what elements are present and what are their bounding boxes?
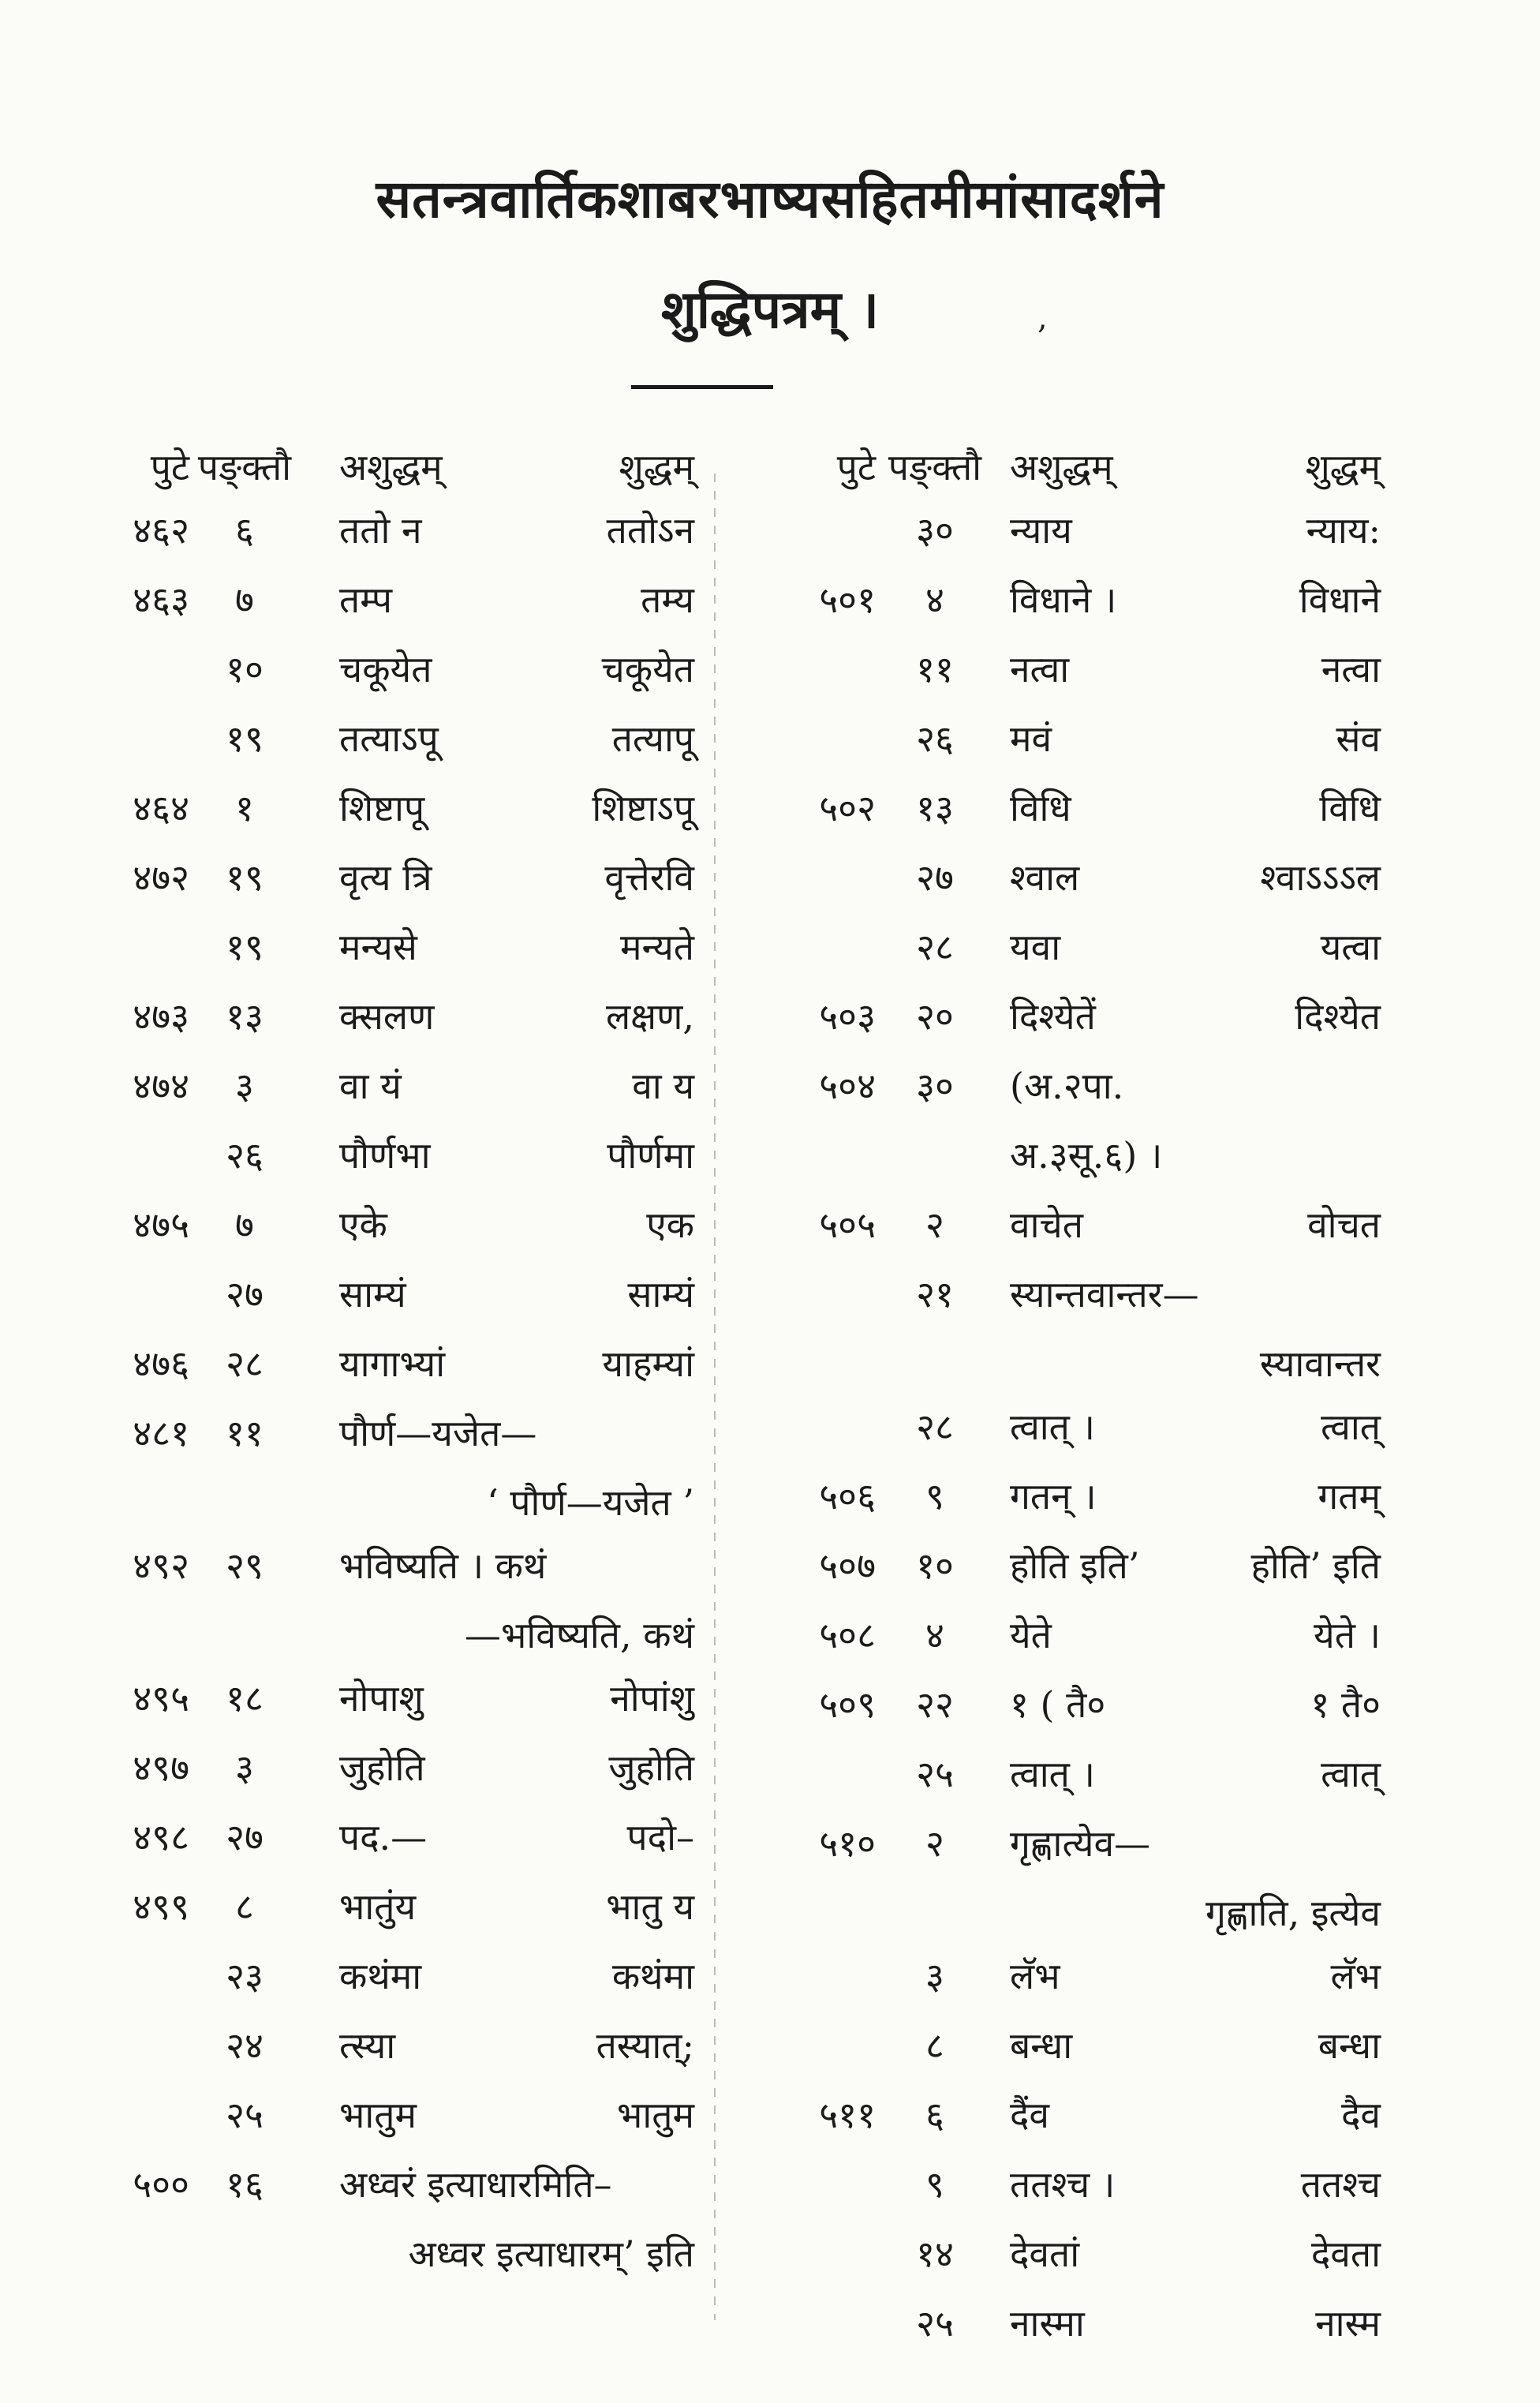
right-rows bbox=[742, 505, 1381, 2367]
wrong-cell: तम्प bbox=[339, 578, 393, 621]
table-row bbox=[742, 1749, 1381, 1818]
table-row bbox=[79, 1200, 694, 1269]
table-header bbox=[742, 442, 1381, 505]
table-row bbox=[79, 1742, 694, 1812]
right-cell: त्वात् bbox=[1321, 1753, 1381, 1795]
line-cell: ३ bbox=[235, 1065, 254, 1107]
header-page: पुटे bbox=[150, 446, 189, 488]
table-row bbox=[742, 1888, 1381, 1951]
line-cell: २ bbox=[925, 1203, 944, 1246]
table-row bbox=[742, 1951, 1381, 2020]
right-cell: नास्म bbox=[1315, 2302, 1381, 2345]
page-cell: ५०६ bbox=[819, 1475, 876, 1518]
table-row bbox=[79, 1130, 694, 1200]
page-cell: ४७५ bbox=[133, 1203, 189, 1246]
table-row bbox=[742, 852, 1381, 922]
table-row bbox=[79, 575, 694, 644]
right-cell: गृह्णाति, इत्येव bbox=[1205, 1892, 1381, 1934]
table-row bbox=[742, 1269, 1381, 1338]
table-row bbox=[79, 644, 694, 713]
table-row bbox=[79, 922, 694, 991]
wrong-cell: भातुंय bbox=[339, 1885, 417, 1928]
right-cell: श्वाऽऽऽल bbox=[1260, 856, 1381, 899]
table-row bbox=[742, 505, 1381, 575]
errata-table-left bbox=[79, 442, 694, 2292]
line-cell: ३ bbox=[235, 1746, 254, 1789]
right-cell: ततोऽन bbox=[606, 509, 694, 552]
line-cell: २० bbox=[916, 995, 954, 1038]
line-cell: ६ bbox=[235, 509, 254, 552]
line-cell: २९ bbox=[226, 1544, 264, 1587]
line-cell: २६ bbox=[916, 717, 954, 760]
line-cell: २७ bbox=[226, 1273, 264, 1316]
table-row bbox=[742, 2298, 1381, 2367]
table-row bbox=[79, 1812, 694, 1881]
right-cell: नत्वा bbox=[1321, 648, 1381, 691]
table-row bbox=[79, 1269, 694, 1338]
line-cell: ७ bbox=[235, 578, 254, 621]
table-row bbox=[79, 991, 694, 1061]
page-cell: ५०४ bbox=[819, 1065, 876, 1107]
page-cell: ४९९ bbox=[133, 1885, 189, 1928]
right-cell: तस्यात्; bbox=[596, 2024, 694, 2067]
right-cell: वा य bbox=[632, 1065, 694, 1107]
right-cell: नोपांशु bbox=[610, 1677, 694, 1720]
right-cell: शिष्टाऽपू bbox=[592, 787, 694, 829]
header-line: पङ्क्तौ bbox=[888, 446, 982, 488]
wrong-cell: पौर्णभा bbox=[339, 1134, 431, 1177]
right-cell: बन्धा bbox=[1318, 2024, 1381, 2067]
line-cell: ६ bbox=[925, 2094, 944, 2136]
right-cell: ‘ पौर्ण—यजेत ’ bbox=[487, 1481, 694, 1524]
table-row bbox=[742, 1818, 1381, 1888]
wrong-cell: ततश्च । bbox=[1010, 2163, 1116, 2206]
wrong-cell: नोपाशु bbox=[339, 1677, 424, 1720]
line-cell: २७ bbox=[226, 1816, 264, 1858]
table-row bbox=[79, 1540, 694, 1610]
page-cell: ४८१ bbox=[133, 1412, 189, 1454]
line-cell: २८ bbox=[916, 1405, 954, 1448]
page-cell: ४९५ bbox=[133, 1677, 189, 1720]
table-row bbox=[742, 1471, 1381, 1540]
table-row bbox=[742, 2090, 1381, 2159]
right-cell: कथंमा bbox=[611, 1955, 694, 1997]
wrong-cell: शिष्टापू bbox=[339, 787, 425, 829]
wrong-cell: पद.— bbox=[339, 1816, 428, 1858]
right-cell: येते । bbox=[1314, 1614, 1381, 1656]
wrong-cell: दैंव bbox=[1010, 2094, 1050, 2136]
wrong-cell: वृत्य त्रि bbox=[339, 856, 432, 899]
line-cell: ३० bbox=[916, 509, 954, 552]
wrong-cell: अ.३सू.६) । bbox=[1010, 1134, 1163, 1177]
page-cell: ५०९ bbox=[819, 1683, 876, 1726]
left-rows bbox=[79, 505, 694, 2292]
wrong-cell: यागाभ्यां bbox=[339, 1342, 446, 1385]
table-row bbox=[79, 713, 694, 783]
table-row bbox=[742, 1200, 1381, 1269]
table-row bbox=[742, 2229, 1381, 2298]
right-cell: —भविष्यति, कथं bbox=[465, 1614, 694, 1656]
wrong-cell: येते bbox=[1010, 1614, 1052, 1656]
line-cell: २२ bbox=[916, 1683, 954, 1726]
line-cell: २५ bbox=[916, 2302, 954, 2345]
page-cell: ४७६ bbox=[133, 1342, 189, 1385]
wrong-cell: विधाने । bbox=[1010, 578, 1117, 621]
wrong-cell: एके bbox=[339, 1203, 387, 1246]
table-row bbox=[742, 991, 1381, 1061]
wrong-cell: लॅभ bbox=[1010, 1955, 1060, 1997]
wrong-cell: न्याय bbox=[1010, 509, 1072, 552]
line-cell: ३ bbox=[925, 1955, 944, 1997]
right-cell: पौर्णमा bbox=[607, 1134, 694, 1177]
line-cell: १० bbox=[916, 1544, 954, 1587]
line-cell: ८ bbox=[925, 2024, 944, 2067]
right-cell: लॅभ bbox=[1330, 1955, 1381, 1997]
right-cell: विधाने bbox=[1299, 578, 1381, 621]
line-cell: २८ bbox=[226, 1342, 264, 1385]
table-row bbox=[742, 575, 1381, 644]
wrong-cell: मवं bbox=[1010, 717, 1052, 760]
right-cell: विधि bbox=[1319, 787, 1381, 829]
title-rule bbox=[631, 385, 773, 389]
table-row bbox=[79, 1408, 694, 1477]
line-cell: ११ bbox=[916, 648, 954, 691]
right-cell: तत्यापू bbox=[611, 717, 694, 760]
wrong-cell: देवतां bbox=[1010, 2233, 1080, 2275]
right-cell: जुहोति bbox=[608, 1746, 694, 1789]
table-row bbox=[742, 1402, 1381, 1471]
table-row bbox=[79, 783, 694, 852]
header-page: पुटे bbox=[836, 446, 876, 488]
page-cell: ५०३ bbox=[819, 995, 876, 1038]
table-row bbox=[742, 1679, 1381, 1749]
table-header bbox=[79, 442, 694, 505]
right-cell: वृत्तेरवि bbox=[604, 856, 694, 899]
table-row bbox=[79, 852, 694, 922]
line-cell: २४ bbox=[226, 2024, 264, 2067]
table-row bbox=[79, 1061, 694, 1130]
line-cell: २३ bbox=[226, 1955, 264, 1997]
line-cell: ३० bbox=[916, 1065, 954, 1107]
wrong-cell: भातुम bbox=[339, 2094, 417, 2136]
line-cell: ४ bbox=[925, 1614, 944, 1656]
line-cell: २५ bbox=[226, 2094, 264, 2136]
line-cell: २६ bbox=[226, 1134, 264, 1177]
page-cell: ४७४ bbox=[133, 1065, 189, 1107]
wrong-cell: भविष्यति । कथं bbox=[339, 1544, 547, 1587]
line-cell: १९ bbox=[226, 856, 264, 899]
header-line: पङ्क्तौ bbox=[197, 446, 292, 488]
wrong-cell: चकूयेत bbox=[339, 648, 432, 691]
line-cell: १ bbox=[235, 787, 254, 829]
table-row bbox=[79, 1881, 694, 1951]
table-row bbox=[79, 2020, 694, 2090]
wrong-cell: मन्यसे bbox=[339, 926, 417, 968]
line-cell: १६ bbox=[226, 2163, 264, 2206]
right-cell: गतम् bbox=[1318, 1475, 1381, 1518]
wrong-cell: स्यान्तवान्तर— bbox=[1010, 1273, 1199, 1316]
right-cell: संव bbox=[1336, 717, 1381, 760]
table-row bbox=[79, 1673, 694, 1742]
line-cell: २५ bbox=[916, 1753, 954, 1795]
page-cell: ५०२ bbox=[819, 787, 876, 829]
line-cell: १३ bbox=[226, 995, 264, 1038]
page-cell: ४९८ bbox=[133, 1816, 189, 1858]
table-row bbox=[79, 2159, 694, 2229]
page-cell: ५१० bbox=[819, 1822, 876, 1865]
right-cell: मन्यते bbox=[620, 926, 694, 968]
table-row bbox=[79, 1951, 694, 2020]
table-row bbox=[742, 1610, 1381, 1679]
table-row bbox=[742, 783, 1381, 852]
right-cell: स्यावान्तर bbox=[1259, 1342, 1381, 1385]
right-cell: साम्यं bbox=[627, 1273, 694, 1316]
line-cell: २१ bbox=[916, 1273, 954, 1316]
page-cell: ४७३ bbox=[133, 995, 189, 1038]
line-cell: ४ bbox=[925, 578, 944, 621]
line-cell: २ bbox=[925, 1822, 944, 1865]
wrong-cell: यवा bbox=[1010, 926, 1061, 968]
table-row bbox=[742, 1130, 1381, 1200]
wrong-cell: कथंमा bbox=[339, 1955, 422, 1997]
right-cell: पदो– bbox=[626, 1816, 694, 1858]
wrong-cell: दिश्येतें bbox=[1010, 995, 1096, 1038]
wrong-cell: (अ.२पा. bbox=[1010, 1065, 1124, 1107]
page-cell: ५०० bbox=[133, 2163, 189, 2206]
page-cell: ४६३ bbox=[133, 578, 189, 621]
right-cell: यत्वा bbox=[1320, 926, 1381, 968]
right-cell: दिश्येत bbox=[1295, 995, 1381, 1038]
table-row bbox=[742, 1540, 1381, 1610]
right-cell: त्वात् bbox=[1321, 1405, 1381, 1448]
page-cell: ५०१ bbox=[819, 578, 876, 621]
wrong-cell: नत्वा bbox=[1010, 648, 1070, 691]
page-cell: ५११ bbox=[819, 2094, 876, 2136]
page-cell: ४७२ bbox=[133, 856, 189, 899]
table-row bbox=[79, 2090, 694, 2159]
wrong-cell: त्वात् । bbox=[1010, 1753, 1095, 1795]
table-row bbox=[79, 505, 694, 575]
errata-table-right bbox=[742, 442, 1381, 2367]
wrong-cell: बन्धा bbox=[1010, 2024, 1073, 2067]
right-cell: चकूयेत bbox=[601, 648, 694, 691]
wrong-cell: त्स्या bbox=[339, 2024, 396, 2067]
page-cell: ५०५ bbox=[819, 1203, 876, 1246]
right-cell: लक्षण, bbox=[605, 995, 694, 1038]
right-cell: अध्वर इत्याधारम्’ इति bbox=[408, 2233, 694, 2275]
line-cell: ९ bbox=[925, 1475, 944, 1518]
line-cell: ११ bbox=[226, 1412, 264, 1454]
page-cell: ४६२ bbox=[133, 509, 189, 552]
column-divider bbox=[714, 473, 716, 2320]
header-right: शुद्धम् bbox=[619, 446, 694, 488]
wrong-cell: तत्याऽपू bbox=[339, 717, 439, 760]
right-cell: भातुम bbox=[617, 2094, 694, 2136]
line-cell: १८ bbox=[226, 1677, 264, 1720]
line-cell: ७ bbox=[235, 1203, 254, 1246]
wrong-cell: ततो न bbox=[339, 509, 422, 552]
table-row bbox=[742, 2020, 1381, 2090]
header-wrong: अशुद्धम् bbox=[1010, 446, 1113, 488]
wrong-cell: पौर्ण—यजेत— bbox=[339, 1412, 537, 1454]
wrong-cell: अध्वरं इत्याधारमिति– bbox=[339, 2163, 612, 2206]
table-row bbox=[742, 1338, 1381, 1402]
wrong-cell: श्वाल bbox=[1010, 856, 1080, 899]
right-cell: याहम्यां bbox=[602, 1342, 694, 1385]
right-cell: होति’ इति bbox=[1250, 1544, 1381, 1587]
stray-mark: , bbox=[1037, 300, 1048, 336]
page-subtitle: शुद्धिपत्रम् । bbox=[660, 279, 880, 340]
right-cell: देवता bbox=[1310, 2233, 1381, 2275]
wrong-cell: वा यं bbox=[339, 1065, 402, 1107]
line-cell: १० bbox=[226, 648, 264, 691]
line-cell: ८ bbox=[235, 1885, 254, 1928]
wrong-cell: क्सलण bbox=[339, 995, 435, 1038]
page-cell: ४६४ bbox=[133, 787, 189, 829]
wrong-cell: विधि bbox=[1010, 787, 1071, 829]
line-cell: १९ bbox=[226, 926, 264, 968]
table-row bbox=[742, 2159, 1381, 2229]
wrong-cell: होति इति’ bbox=[1010, 1544, 1140, 1587]
right-cell: न्याय: bbox=[1306, 509, 1381, 552]
wrong-cell: १ ( तै० bbox=[1010, 1683, 1106, 1726]
table-row bbox=[742, 644, 1381, 713]
right-cell: भातु य bbox=[606, 1885, 694, 1928]
wrong-cell: नास्मा bbox=[1010, 2302, 1085, 2345]
page-cell: ४९७ bbox=[133, 1746, 189, 1789]
right-cell: दैव bbox=[1340, 2094, 1381, 2136]
header-wrong: अशुद्धम् bbox=[339, 446, 443, 488]
right-cell: वोचत bbox=[1307, 1203, 1381, 1246]
wrong-cell: वाचेत bbox=[1010, 1203, 1083, 1246]
right-cell: १ तै० bbox=[1310, 1683, 1381, 1726]
table-row bbox=[79, 1610, 694, 1673]
table-row bbox=[79, 2229, 694, 2292]
line-cell: १९ bbox=[226, 717, 264, 760]
header-right: शुद्धम् bbox=[1305, 446, 1381, 488]
right-cell: तम्य bbox=[641, 578, 694, 621]
wrong-cell: जुहोति bbox=[339, 1746, 425, 1789]
table-row bbox=[742, 713, 1381, 783]
wrong-cell: गृह्णात्येव— bbox=[1010, 1822, 1151, 1865]
line-cell: २८ bbox=[916, 926, 954, 968]
table-row bbox=[79, 1477, 694, 1540]
table-row bbox=[742, 922, 1381, 991]
wrong-cell: साम्यं bbox=[339, 1273, 406, 1316]
line-cell: २७ bbox=[916, 856, 954, 899]
line-cell: ९ bbox=[925, 2163, 944, 2206]
right-cell: एक bbox=[646, 1203, 694, 1246]
page-cell: ५०८ bbox=[819, 1614, 876, 1656]
right-cell: ततश्च bbox=[1300, 2163, 1381, 2206]
line-cell: १४ bbox=[916, 2233, 954, 2275]
wrong-cell: त्वात् । bbox=[1010, 1405, 1095, 1448]
wrong-cell: गतन् । bbox=[1010, 1475, 1097, 1518]
page-cell: ५०७ bbox=[819, 1544, 876, 1587]
line-cell: १३ bbox=[916, 787, 954, 829]
page-title: सतन्त्रवार्तिकशाबरभाष्यसहितमीमांसादर्शने bbox=[376, 168, 1164, 230]
table-row bbox=[742, 1061, 1381, 1130]
page-cell: ४९२ bbox=[133, 1544, 189, 1587]
table-row bbox=[79, 1338, 694, 1408]
